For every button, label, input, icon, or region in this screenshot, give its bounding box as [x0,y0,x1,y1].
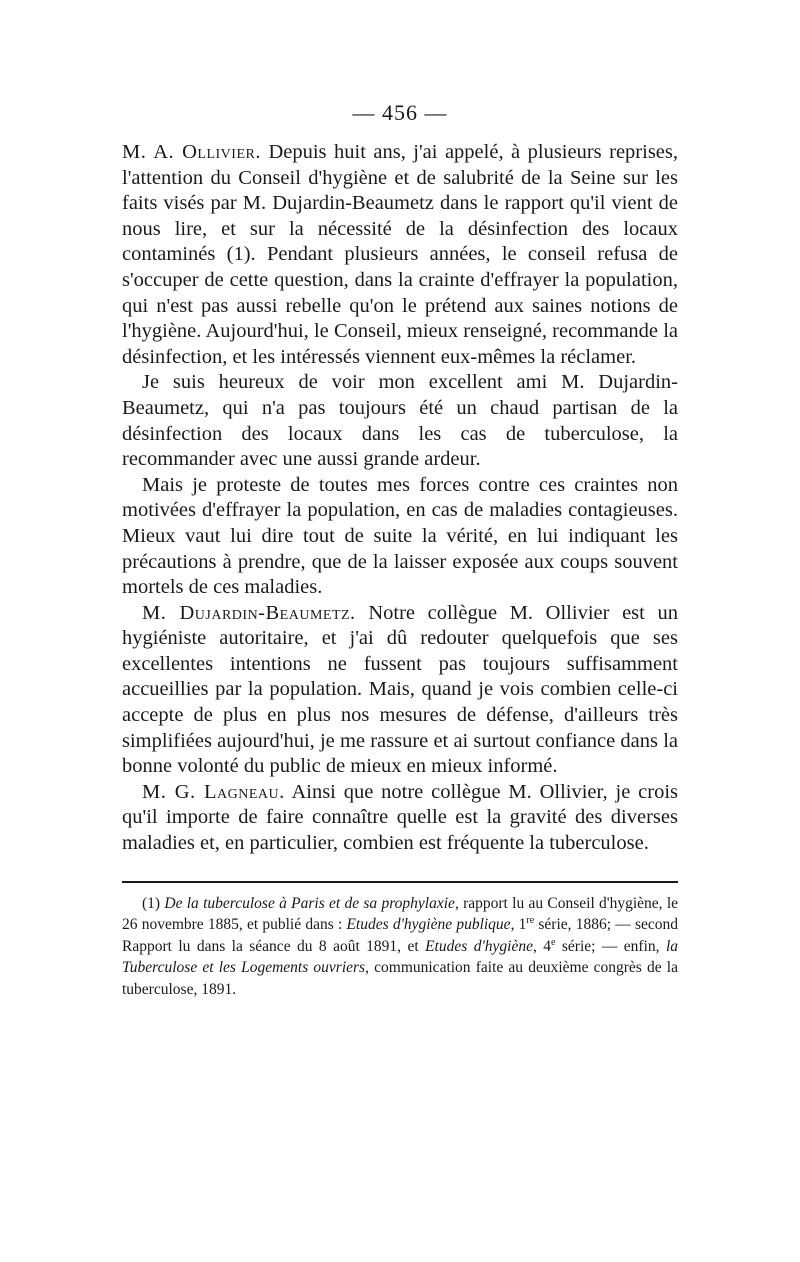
speaker-name: M. A. Ollivier. [122,141,261,163]
footnote-superscript: re [526,914,535,926]
footnote-title: Etudes d'hygiène [425,937,533,955]
footnote-title: De la tuberculose à Paris et de sa prophylaxie [164,894,455,912]
footnote-text: , rapport lu au Conseil d'hygiène, le 26 novembre 1885, et publié dans : [122,894,679,934]
footnote-title: la Tuberculose et les Logements ouvriers [122,937,678,977]
paragraph-ollivier [122,140,678,370]
footnote-title: Etudes d'hygiène publique [346,916,511,934]
footnote-superscript: e [551,936,556,948]
footnote-text: , 1 [510,916,527,934]
footnote-divider [122,881,678,883]
footnote-text: , communication faite au deuxième congrès de la tuberculose, 1891. [122,959,678,998]
paragraph-ollivier-2 [122,370,678,472]
book-page [122,100,678,1000]
footnote-text: série; — enfin, [555,937,666,955]
paragraph-text: Ainsi que notre collègue M. Ollivier, je crois qu'il importe de faire connaître quelle est la gravité des diverses maladies et, en particulier, combien est fréquente la tuberculose. [122,780,678,855]
paragraph-text: Notre collègue M. Ollivier est un hygiéniste autoritaire, et j'ai dû redouter quelquefois que ses excellentes intentions ne fussent pas toujours suffisamment accueillies par la population. Mais, quand je vois combien celle-ci accepte de plus en plus nos mesures de défense, d'ailleurs très simplifiées aujourd'hui, je me rassure et ai surtout confiance dans la bonne volonté du public de mieux en mieux informé. [122,601,678,778]
footnote-marker: (1) [142,894,165,912]
paragraph-text: Je suis heureux de voir mon excellent ami M. Dujardin-Beaumetz, qui n'a pas toujours été un chaud partisan de la désinfection des locaux dans les cas de tuberculose, la recommander avec une aussi grande ardeur. [122,371,678,471]
paragraph-ollivier-3 [122,473,678,601]
page-number: — 456 — [352,100,448,125]
footnote [122,893,678,1001]
paragraph-text: Mais je proteste de toutes mes forces contre ces craintes non motivées d'effrayer la population, en cas de maladies contagieuses. Mieux vaut lui dire tout de suite la vérité, en lui indiquant les précautions à prendre, que de la laisser exposée aux coups souvent mortels de ces maladies. [122,473,678,599]
paragraph-dujardin-beaumetz [122,601,678,780]
speaker-name: M. Dujardin-Beaumetz. [142,601,356,624]
paragraph-text: Depuis huit ans, j'ai appelé, à plusieurs reprises, l'attention du Conseil d'hygiène et de salubrité de la Seine sur les faits visés par M. Dujardin-Beaumetz dans le rapport qu'il vient de nous lire, et sur la nécessité de la désinfection des locaux contaminés (1). Pendant plusieurs années, le conseil refusa de s'occuper de cette question, dans la crainte d'effrayer la population, qui n'est pas aussi rebelle qu'on le prétend aux saines notions de l'hygiène. Aujourd'hui, le Conseil, mieux renseigné, recommande la désinfection, et les intéressés viennent eux-mêmes la réclamer. [122,141,678,368]
speaker-name: M. G. Lagneau. [142,780,285,803]
paragraph-lagneau [122,780,678,857]
footnote-text: série, 1886; — second Rapport lu dans la séance du 8 août 1891, et [122,916,678,955]
footnote-text: , 4 [532,937,552,955]
